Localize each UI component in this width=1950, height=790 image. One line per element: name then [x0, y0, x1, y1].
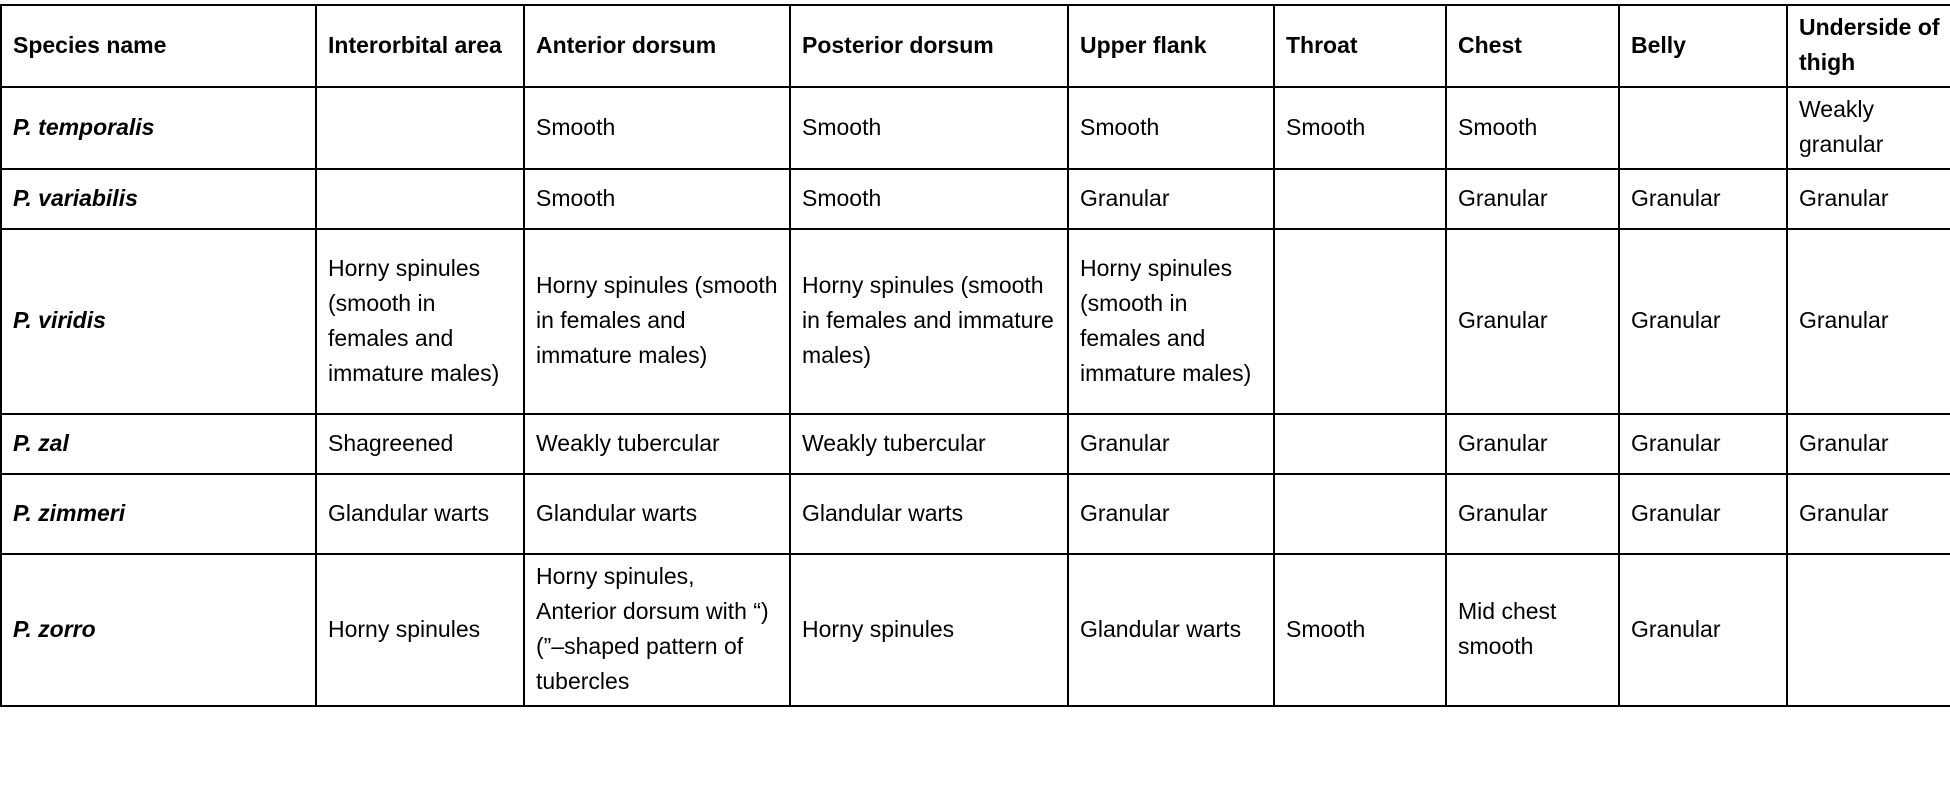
header-upper-flank: Upper flank	[1068, 5, 1274, 87]
upper-flank-cell: Granular	[1068, 414, 1274, 474]
table-row	[1, 169, 1950, 229]
chest-cell: Granular	[1446, 414, 1619, 474]
upper-flank-cell: Granular	[1068, 169, 1274, 229]
throat-cell: Smooth	[1274, 554, 1446, 706]
chest-cell: Mid chest smooth	[1446, 554, 1619, 706]
table-row	[1, 229, 1950, 414]
header-interorbital-area: Interorbital area	[316, 5, 524, 87]
throat-cell	[1274, 229, 1446, 414]
table-row	[1, 474, 1950, 554]
header-species-name: Species name	[1, 5, 316, 87]
interorbital-area-cell	[316, 169, 524, 229]
table-row	[1, 414, 1950, 474]
table-header-row	[1, 5, 1950, 87]
header-anterior-dorsum: Anterior dorsum	[524, 5, 790, 87]
anterior-dorsum-cell: Smooth	[524, 169, 790, 229]
posterior-dorsum-cell: Smooth	[790, 169, 1068, 229]
posterior-dorsum-cell: Glandular warts	[790, 474, 1068, 554]
species-name-cell: P. zal	[1, 414, 316, 474]
upper-flank-cell: Smooth	[1068, 87, 1274, 169]
header-underside-of-thigh: Underside of thigh	[1787, 5, 1950, 87]
posterior-dorsum-cell: Horny spinules (smooth in females and immature males)	[790, 229, 1068, 414]
species-skin-texture-table	[0, 4, 1950, 707]
upper-flank-cell: Glandular warts	[1068, 554, 1274, 706]
chest-cell: Smooth	[1446, 87, 1619, 169]
belly-cell	[1619, 87, 1787, 169]
interorbital-area-cell: Horny spinules (smooth in females and immature males)	[316, 229, 524, 414]
upper-flank-cell: Granular	[1068, 474, 1274, 554]
header-posterior-dorsum: Posterior dorsum	[790, 5, 1068, 87]
belly-cell: Granular	[1619, 554, 1787, 706]
interorbital-area-cell: Glandular warts	[316, 474, 524, 554]
belly-cell: Granular	[1619, 414, 1787, 474]
interorbital-area-cell: Horny spinules	[316, 554, 524, 706]
chest-cell: Granular	[1446, 474, 1619, 554]
species-name-cell: P. zimmeri	[1, 474, 316, 554]
header-throat: Throat	[1274, 5, 1446, 87]
throat-cell	[1274, 474, 1446, 554]
chest-cell: Granular	[1446, 169, 1619, 229]
posterior-dorsum-cell: Weakly tubercular	[790, 414, 1068, 474]
underside-of-thigh-cell	[1787, 554, 1950, 706]
anterior-dorsum-cell: Horny spinules (smooth in females and immature males)	[524, 229, 790, 414]
interorbital-area-cell: Shagreened	[316, 414, 524, 474]
species-name-cell: P. viridis	[1, 229, 316, 414]
belly-cell: Granular	[1619, 169, 1787, 229]
posterior-dorsum-cell: Smooth	[790, 87, 1068, 169]
upper-flank-cell: Horny spinules (smooth in females and immature males)	[1068, 229, 1274, 414]
anterior-dorsum-cell: Weakly tubercular	[524, 414, 790, 474]
interorbital-area-cell	[316, 87, 524, 169]
belly-cell: Granular	[1619, 229, 1787, 414]
underside-of-thigh-cell: Granular	[1787, 169, 1950, 229]
throat-cell	[1274, 169, 1446, 229]
throat-cell: Smooth	[1274, 87, 1446, 169]
posterior-dorsum-cell: Horny spinules	[790, 554, 1068, 706]
species-name-cell: P. temporalis	[1, 87, 316, 169]
table-row	[1, 87, 1950, 169]
header-chest: Chest	[1446, 5, 1619, 87]
species-name-cell: P. zorro	[1, 554, 316, 706]
anterior-dorsum-cell: Glandular warts	[524, 474, 790, 554]
anterior-dorsum-cell: Smooth	[524, 87, 790, 169]
header-belly: Belly	[1619, 5, 1787, 87]
belly-cell: Granular	[1619, 474, 1787, 554]
chest-cell: Granular	[1446, 229, 1619, 414]
table-row	[1, 554, 1950, 706]
anterior-dorsum-cell: Horny spinules, Anterior dorsum with “)(”–shaped pattern of tubercles	[524, 554, 790, 706]
underside-of-thigh-cell: Granular	[1787, 474, 1950, 554]
underside-of-thigh-cell: Granular	[1787, 229, 1950, 414]
throat-cell	[1274, 414, 1446, 474]
underside-of-thigh-cell: Weakly granular	[1787, 87, 1950, 169]
species-name-cell: P. variabilis	[1, 169, 316, 229]
underside-of-thigh-cell: Granular	[1787, 414, 1950, 474]
